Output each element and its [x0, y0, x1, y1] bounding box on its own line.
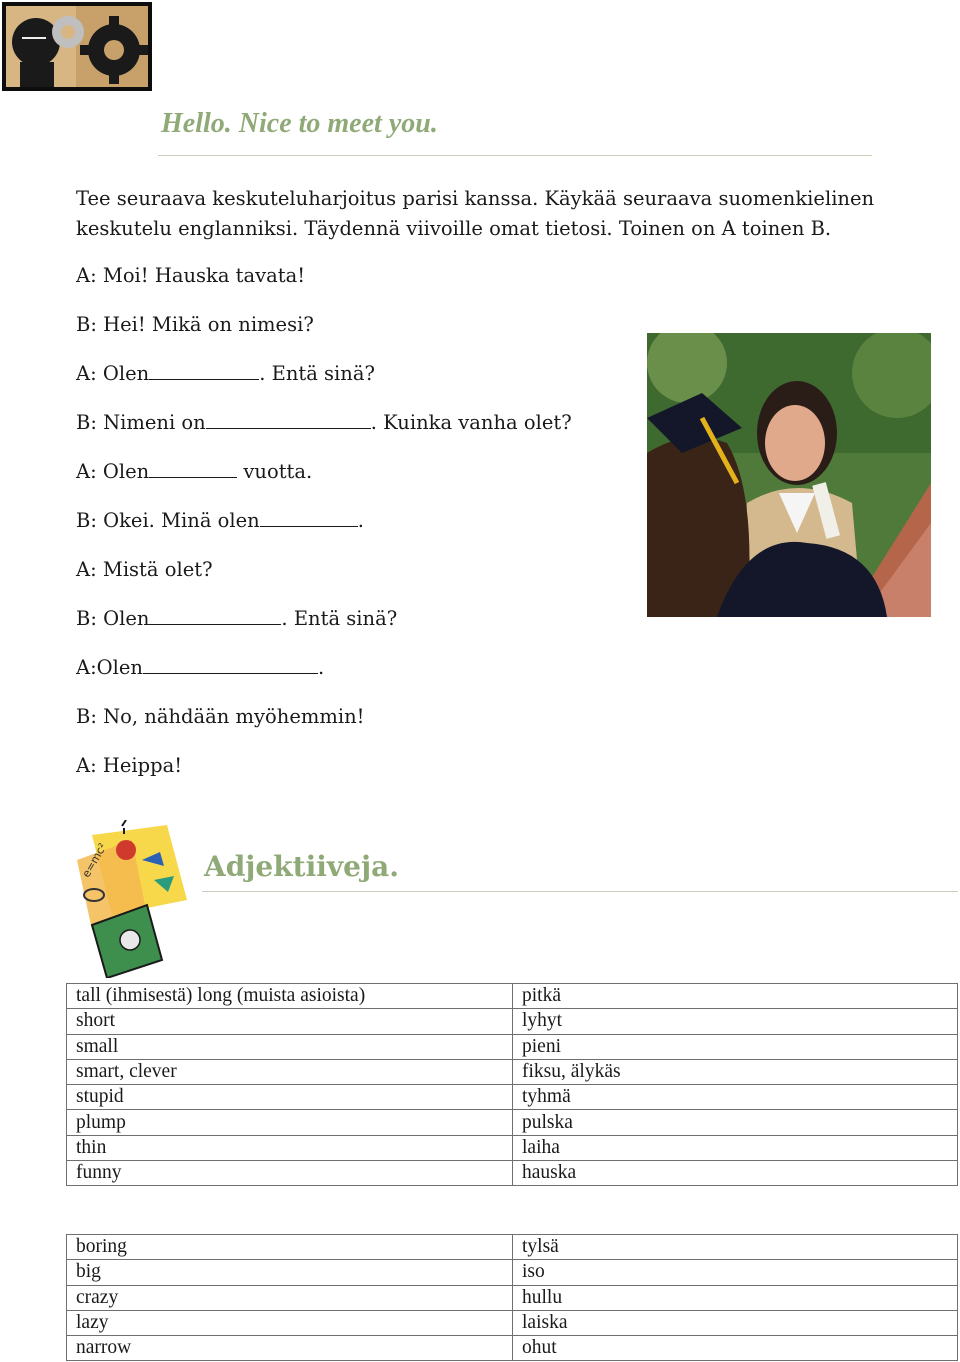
fill-in-blank[interactable]: [260, 508, 358, 527]
dialogue-line-2: B: Hei! Mikä on nimesi?: [76, 313, 314, 336]
dialogue-line-10: B: No, nähdään myöhemmin!: [76, 705, 365, 728]
english-word-cell: short: [67, 1009, 513, 1034]
vocabulary-table-2: [66, 1234, 958, 1361]
english-word-cell: boring: [67, 1235, 513, 1260]
fill-in-blank[interactable]: [143, 655, 318, 674]
table-row: [67, 1110, 958, 1135]
dialogue-text: B: Okei. Minä olen: [76, 509, 260, 532]
dialogue-text: A: Olen: [76, 362, 150, 385]
fill-in-blank[interactable]: [149, 361, 259, 380]
finnish-word-cell: ohut: [513, 1336, 958, 1361]
finnish-word-cell: laiska: [513, 1310, 958, 1335]
dialogue-text: . Entä sinä?: [259, 362, 375, 385]
adjectives-divider: [202, 891, 958, 892]
english-word-cell: big: [67, 1260, 513, 1285]
dialogue-text: B: Nimeni on: [76, 411, 206, 434]
dialogue-line-4: [76, 410, 572, 436]
dialogue-line-8: [76, 606, 397, 632]
page-title: Hello. Nice to meet you.: [161, 108, 438, 139]
dialogue-line-11: A: Heippa!: [76, 754, 183, 777]
english-word-cell: small: [67, 1034, 513, 1059]
dialogue-text: . Entä sinä?: [281, 607, 398, 630]
finnish-word-cell: hauska: [513, 1161, 958, 1186]
svg-text:e=mc²: e=mc²: [79, 841, 110, 880]
dialogue-text: A:Olen: [76, 656, 143, 679]
table-row: [67, 1135, 958, 1160]
dialogue-line-3: [76, 361, 375, 387]
table-row: [67, 1310, 958, 1335]
dialogue-line-1: A: Moi! Hauska tavata!: [76, 264, 306, 287]
table-row: [67, 1009, 958, 1034]
dialogue-text: B: Olen: [76, 607, 150, 630]
dialogue-text: .: [357, 509, 364, 532]
english-word-cell: stupid: [67, 1085, 513, 1110]
dialogue-line-5: [76, 459, 312, 485]
logo-gears-icon: [2, 2, 152, 91]
english-word-cell: thin: [67, 1135, 513, 1160]
finnish-word-cell: pulska: [513, 1110, 958, 1135]
finnish-word-cell: hullu: [513, 1285, 958, 1310]
english-word-cell: funny: [67, 1161, 513, 1186]
dialogue-text: A: Olen: [76, 460, 150, 483]
dialogue-text: . Kuinka vanha olet?: [370, 411, 572, 434]
fill-in-blank[interactable]: [206, 410, 371, 429]
table-row: [67, 1034, 958, 1059]
english-word-cell: lazy: [67, 1310, 513, 1335]
finnish-word-cell: iso: [513, 1260, 958, 1285]
table-row: [67, 1285, 958, 1310]
finnish-word-cell: laiha: [513, 1135, 958, 1160]
dialogue-line-9: [76, 655, 324, 681]
table-row: [67, 1085, 958, 1110]
finnish-word-cell: pitkä: [513, 984, 958, 1009]
dialogue-line-6: [76, 508, 364, 534]
english-word-cell: crazy: [67, 1285, 513, 1310]
table-row: [67, 1235, 958, 1260]
fill-in-blank[interactable]: [149, 459, 237, 478]
finnish-word-cell: lyhyt: [513, 1009, 958, 1034]
table-row: [67, 984, 958, 1009]
dialogue-line-7: A: Mistä olet?: [76, 558, 213, 581]
dialogue-text: vuotta.: [237, 460, 313, 483]
table-row: [67, 1059, 958, 1084]
finnish-word-cell: pieni: [513, 1034, 958, 1059]
graduation-photo: [647, 333, 931, 617]
dialogue-text: .: [317, 656, 325, 679]
education-clipart-icon: [72, 820, 190, 978]
table-row: [67, 1161, 958, 1186]
finnish-word-cell: tyhmä: [513, 1085, 958, 1110]
finnish-word-cell: tylsä: [513, 1235, 958, 1260]
title-divider: [158, 155, 872, 156]
english-word-cell: tall (ihmisestä) long (muista asioista): [67, 984, 513, 1009]
table-row: [67, 1336, 958, 1361]
vocabulary-table-1: [66, 983, 958, 1186]
fill-in-blank[interactable]: [149, 606, 281, 625]
english-word-cell: narrow: [67, 1336, 513, 1361]
instructions-paragraph: Tee seuraava keskuteluharjoitus parisi kanssa. Käykää seuraava suomenkielinen keskutelu englanniksi. Täydennä viivoille omat tietosi. Toinen on A toinen B.: [76, 187, 875, 240]
english-word-cell: plump: [67, 1110, 513, 1135]
adjectives-heading: Adjektiiveja.: [204, 850, 399, 883]
finnish-word-cell: fiksu, älykäs: [513, 1059, 958, 1084]
table-row: [67, 1260, 958, 1285]
english-word-cell: smart, clever: [67, 1059, 513, 1084]
